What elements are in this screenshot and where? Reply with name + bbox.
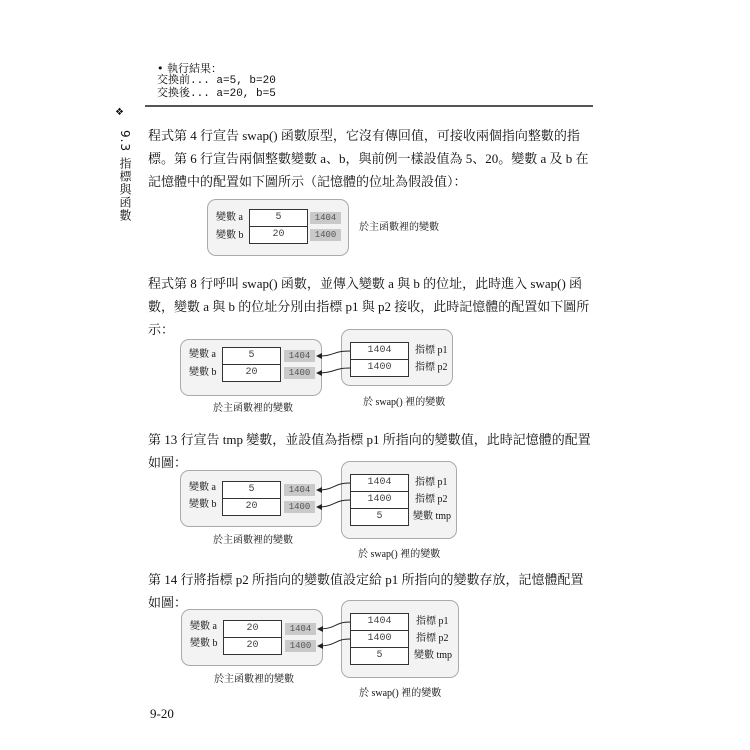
address-a: 1404 bbox=[285, 623, 316, 635]
label-var-b: 變數 b bbox=[189, 499, 217, 510]
cell-b-value: 20 bbox=[222, 364, 281, 382]
cell-p1-value: 1404 bbox=[350, 613, 409, 631]
label-var-b: 變數 b bbox=[189, 367, 217, 378]
cell-a-value: 5 bbox=[222, 481, 281, 499]
label-var-a: 變數 a bbox=[216, 212, 243, 223]
label-ptr-p2: 指標 p2 bbox=[416, 633, 449, 644]
arrow-p2-to-b bbox=[318, 639, 350, 646]
label-ptr-p2: 指標 p2 bbox=[415, 494, 448, 505]
label-ptr-p1: 指標 p1 bbox=[415, 345, 448, 356]
label-var-a: 變數 a bbox=[189, 482, 216, 493]
cell-b-value: 20 bbox=[222, 498, 281, 516]
cell-a-value: 5 bbox=[249, 209, 308, 227]
address-b: 1400 bbox=[284, 501, 315, 513]
cell-b-value: 20 bbox=[223, 637, 282, 655]
arrow-p1-to-a bbox=[317, 483, 350, 490]
label-ptr-p2: 指標 p2 bbox=[415, 362, 448, 373]
address-a: 1404 bbox=[284, 484, 315, 496]
output-heading: • 執行結果： bbox=[157, 62, 222, 75]
address-b: 1400 bbox=[285, 640, 316, 652]
cell-p2-value: 1400 bbox=[350, 630, 409, 648]
address-a: 1404 bbox=[310, 212, 341, 224]
cell-a-value: 20 bbox=[223, 620, 282, 638]
sidebar-section-title: 9.3 指標與函數 bbox=[118, 130, 132, 222]
swap-caption: 於 swap() 裡的變數 bbox=[363, 397, 446, 408]
arrow-p2-to-b bbox=[317, 368, 350, 373]
main-caption: 於主函數裡的變數 bbox=[213, 535, 293, 546]
label-ptr-p1: 指標 p1 bbox=[416, 616, 449, 627]
arrow-p2-to-b bbox=[317, 500, 350, 507]
swap-caption: 於 swap() 裡的變數 bbox=[359, 688, 442, 699]
cell-tmp-value: 5 bbox=[350, 508, 409, 526]
paragraph-2: 程式第 8 行呼叫 swap() 函數，並傳入變數 a 與 b 的位址，此時進入 swap() 函數，變數 a 與 b 的位址分別由指標 p1 與 p2 接收，此時記憶體的配置如下圖所示： bbox=[148, 276, 590, 337]
label-ptr-p1: 指標 p1 bbox=[415, 477, 448, 488]
cell-p2-value: 1400 bbox=[350, 491, 409, 509]
address-b: 1400 bbox=[310, 229, 341, 241]
cell-b-value: 20 bbox=[249, 226, 308, 244]
swap-caption: 於 swap() 裡的變數 bbox=[358, 549, 441, 560]
label-var-b: 變數 b bbox=[190, 638, 218, 649]
paragraph-1: 程式第 4 行宣告 swap() 函數原型，它沒有傳回值，可接收兩個指向整數的指標。第 6 行宣告兩個整數變數 a、b，與前例一樣設值為 5、20。變數 a 及 b 在記憶體中的配置如下圖所示（記憶體的位址為假設值）： bbox=[148, 128, 589, 189]
cell-p1-value: 1404 bbox=[350, 474, 409, 492]
cell-a-value: 5 bbox=[222, 347, 281, 365]
cell-tmp-value: 5 bbox=[350, 647, 409, 665]
cell-p1-value: 1404 bbox=[350, 342, 409, 360]
main-caption: 於主函數裡的變數 bbox=[214, 674, 294, 685]
label-var-a: 變數 a bbox=[189, 349, 216, 360]
sidebar-bullet-icon: ❖ bbox=[115, 107, 124, 118]
address-a: 1404 bbox=[284, 350, 315, 362]
paragraph-4: 第 14 行將指標 p2 所指向的變數值設定給 p1 所指向的變數存放，記憶體配置如圖： bbox=[148, 572, 584, 610]
address-b: 1400 bbox=[284, 367, 315, 379]
label-var-a: 變數 a bbox=[190, 621, 217, 632]
arrow-p1-to-a bbox=[318, 622, 350, 629]
page-number: 9-20 bbox=[150, 706, 174, 721]
cell-p2-value: 1400 bbox=[350, 359, 409, 377]
arrow-p1-to-a bbox=[317, 351, 350, 356]
main-caption: 於主函數裡的變數 bbox=[213, 403, 293, 414]
label-var-tmp: 變數 tmp bbox=[413, 511, 452, 522]
label-var-tmp: 變數 tmp bbox=[414, 650, 453, 661]
paragraph-3: 第 13 行宣告 tmp 變數，並設值為指標 p1 所指向的變數值，此時記憶體的配置如圖： bbox=[148, 432, 591, 470]
label-var-b: 變數 b bbox=[216, 230, 244, 241]
main-caption: 於主函數裡的變數 bbox=[359, 222, 439, 233]
output-line-before: 交換前... a=5, b=20 bbox=[157, 75, 276, 87]
output-line-after: 交換後... a=20, b=5 bbox=[157, 88, 276, 100]
